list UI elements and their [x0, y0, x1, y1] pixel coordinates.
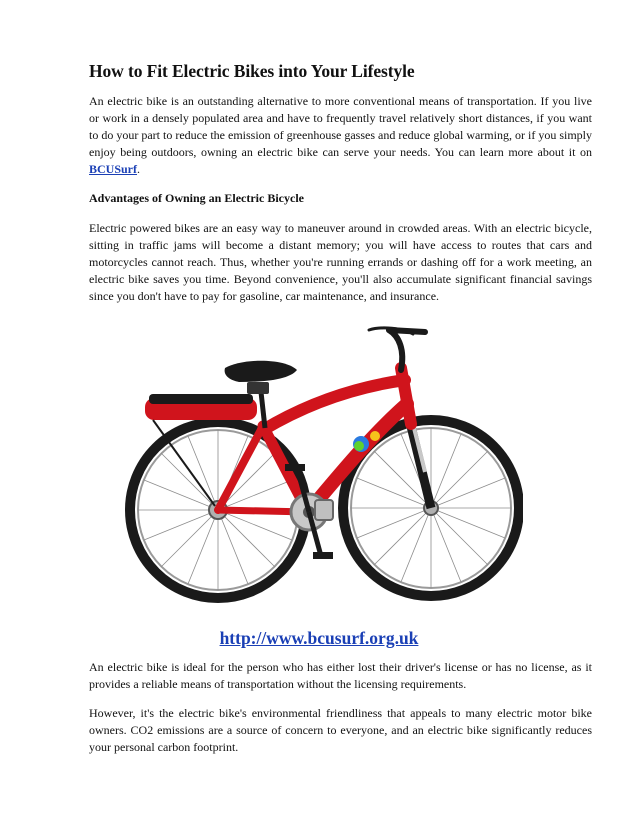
front-fork: [409, 418, 431, 508]
intro-end: .: [137, 162, 141, 176]
bcusurf-link[interactable]: BCUSurf: [89, 162, 138, 176]
article-body: [89, 60, 592, 305]
environment-paragraph: However, it's the electric bike's environmental friendliness that appeals to many electric motor bike owners. CO2 emissions are a source of concern to everyone, and an electric bike significantly reduces your personal carbon footprint.: [89, 706, 592, 754]
url-block: [0, 628, 638, 649]
intro-text: An electric bike is an outstanding alternative to more conventional means of transportation. If you live or work in a densely populated area and have to frequently travel relatively short distances, if you want to do your part to reduce the emission of greenhouse gasses and reduce global warming, or if you simply enjoy being outdoors, owning an electric bike can serve your needs. You can learn more about it on: [89, 94, 592, 159]
bike-image: [113, 320, 523, 610]
section-heading: Advantages of Owning an Electric Bicycle: [89, 191, 304, 205]
bike-illustration: [113, 320, 523, 610]
bcusurf-url-link[interactable]: http://www.bcusurf.org.uk: [219, 628, 419, 648]
license-paragraph: An electric bike is ideal for the person who has either lost their driver's license or has no license, as it provides a reliable means of transportation without the licensing requirements.: [89, 660, 592, 691]
bottom-body: [89, 659, 592, 768]
article-title: How to Fit Electric Bikes into Your Lifestyle: [89, 61, 415, 81]
advantages-paragraph: Electric powered bikes are an easy way to maneuver around in crowded areas. With an electric bicycle, sitting in traffic jams will become a distant memory; you will have access to routes that cars and motorcycles cannot reach. Thus, whether you're running errands or dashing off for a work meeting, an electric bike saves you time. Beyond convenience, you'll also accumulate significant financial savings since you don't have to pay for gasoline, car maintenance, and insurance.: [89, 221, 592, 303]
battery-rack: [145, 394, 257, 506]
intro-paragraph: [89, 93, 592, 178]
